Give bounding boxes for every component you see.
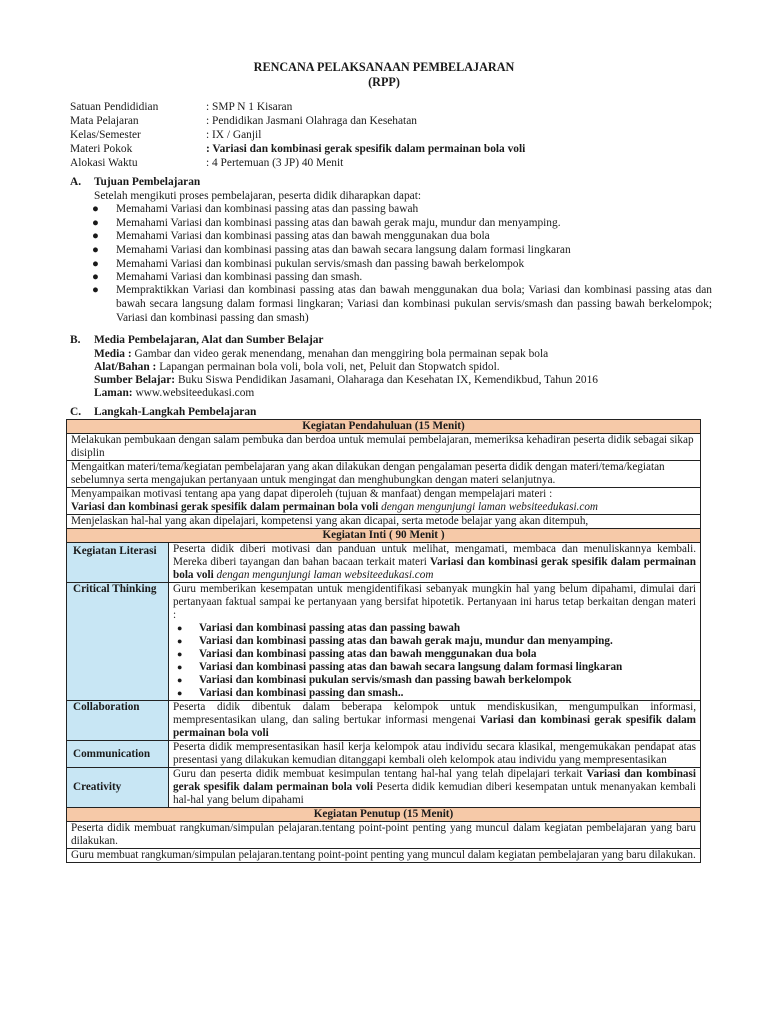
table-row <box>67 434 701 461</box>
row-label-collaboration: Collaboration <box>67 701 169 741</box>
section-number: A. <box>70 176 82 188</box>
table-cell: Menjelaskan hal-hal yang akan dipelajari, kompetensi yang akan dicapai, serta metode belajar yang akan ditempuh, <box>67 515 701 529</box>
media-text: Gambar dan video gerak menendang, menahan dan menggiring bola permainan sepak bola <box>131 348 549 360</box>
section-a-intro: Setelah mengikuti proses pembelajaran, peserta didik diharapkan dapat: <box>94 190 422 202</box>
list-item-text: Mempraktikkan Variasi dan kombinasi passing atas dan bawah menggunakan dua bola; Variasi dan kombinasi passing atas dan bawah secara langsung dalam formasi lingkaran; Variasi dan kombinasi pukulan servis/smash dan passing bawah berkelompok; Variasi dan kombinasi passing dan smash) <box>116 284 712 324</box>
media-label: Alat/Bahan : <box>94 361 157 373</box>
identity-row <box>70 114 417 128</box>
section-b-heading <box>70 334 324 346</box>
table-row <box>67 701 701 741</box>
media-row <box>94 373 598 387</box>
row-label-literasi: Kegiatan Literasi <box>67 543 169 583</box>
identity-value: : SMP N 1 Kisaran <box>206 101 293 113</box>
identity-label: Materi Pokok <box>70 143 133 155</box>
identity-label: Satuan Pendididian <box>70 101 159 113</box>
bullet-icon: ● <box>92 258 99 270</box>
cell-italic-text: dengan mengunjungi laman websiteedukasi.com <box>213 569 434 581</box>
table-row <box>67 583 701 701</box>
list-item-text: Memahami Variasi dan kombinasi passing atas dan bawah gerak maju, mundur dan menyamping. <box>116 217 561 229</box>
identity-row <box>70 156 343 170</box>
table-row <box>67 488 701 515</box>
lesson-steps-table <box>66 419 701 863</box>
table-header-penutup: Kegiatan Penutup (15 Menit) <box>67 808 701 822</box>
table-cell <box>169 701 701 741</box>
cell-bold-text: Variasi dan kombinasi gerak spesifik dalam permainan bola voli <box>173 714 696 739</box>
section-title: Media Pembelajaran, Alat dan Sumber Belajar <box>94 334 324 346</box>
row-label-communication: Communication <box>67 741 169 768</box>
media-row <box>94 347 548 361</box>
list-item: ● Variasi dan kombinasi pukulan servis/smash dan passing bawah berkelompok <box>173 674 696 687</box>
table-row <box>67 768 701 808</box>
bullet-icon: ● <box>92 203 99 215</box>
list-item <box>92 283 712 325</box>
identity-value: : Variasi dan kombinasi gerak spesifik dalam permainan bola voli <box>206 143 526 155</box>
table-cell: Peserta didik mempresentasikan hasil kerja kelompok atau individu secara klasikal, mengemukakan pendapat atas presentasi yang dilakukan kemudian ditanggapi kembali oleh kelompok atau individu yang mempresentasikan <box>169 741 701 768</box>
table-cell <box>169 583 701 701</box>
media-text: Lapangan permainan bola voli, bola voli, net, Peluit dan Stopwatch spidol. <box>156 361 500 373</box>
section-number: B. <box>70 334 81 346</box>
identity-row <box>70 100 292 114</box>
identity-value: : Pendidikan Jasmani Olahraga dan Kesehatan <box>206 115 417 127</box>
list-item-text: Memahami Variasi dan kombinasi pukulan servis/smash dan passing bawah berkelompok <box>116 258 525 270</box>
cell-bold-text: Variasi dan kombinasi gerak spesifik dalam permainan bola voli <box>71 501 379 513</box>
section-title: Tujuan Pembelajaran <box>94 176 201 188</box>
list-item <box>92 257 712 271</box>
bullet-icon: ● <box>92 230 99 242</box>
list-item: ● Variasi dan kombinasi passing atas dan bawah menggunakan dua bola <box>173 648 696 661</box>
critical-list <box>173 622 696 700</box>
row-label-creativity: Creativity <box>67 768 169 808</box>
cell-text: Guru dan peserta didik membuat kesimpulan tentang hal-hal yang telah dipelajari terkait <box>173 768 587 780</box>
media-row <box>94 386 254 400</box>
section-title: Langkah-Langkah Pembelajaran <box>94 406 257 418</box>
list-item <box>92 229 712 243</box>
section-number: C. <box>70 406 82 418</box>
cell-text-2: Peserta didik kemudian diberi kesempatan untuk menanyakan kembali hal-hal yang belum dipahami <box>173 781 696 806</box>
table-row <box>67 849 701 863</box>
table-row <box>67 808 701 822</box>
table-row <box>67 420 701 434</box>
table-row <box>67 543 701 583</box>
media-label: Media : <box>94 348 132 360</box>
identity-value: : 4 Pertemuan (3 JP) 40 Menit <box>206 157 344 169</box>
table-cell: Guru membuat rangkuman/simpulan pelajaran.tentang point-point penting yang muncul dalam kegiatan pembelajaran yang baru dilakukan. <box>67 849 701 863</box>
table-cell <box>169 768 701 808</box>
identity-row <box>70 142 525 156</box>
table-cell: Mengaitkan materi/tema/kegiatan pembelajaran yang akan dilakukan dengan pengalaman peserta didik dengan materi/tema/kegiatan sebelumnya serta mengajukan pertanyaan untuk mengingat dan menghubungkan dengan materi selanjutnya. <box>67 461 701 488</box>
bullet-icon: ● <box>92 244 99 256</box>
list-item-text: Memahami Variasi dan kombinasi passing atas dan bawah secara langsung dalam formasi lingkaran <box>116 244 571 256</box>
table-row <box>67 741 701 768</box>
table-cell <box>169 543 701 583</box>
identity-value: : IX / Ganjil <box>206 129 262 141</box>
doc-title: RENCANA PELAKSANAAN PEMBELAJARAN <box>253 60 515 74</box>
list-item <box>92 202 712 216</box>
table-row <box>67 822 701 849</box>
list-item: ● Variasi dan kombinasi passing atas dan bawah secara langsung dalam formasi lingkaran <box>173 661 696 674</box>
list-item: ● Variasi dan kombinasi passing atas dan passing bawah <box>173 622 696 635</box>
bullet-icon: ● <box>92 271 99 283</box>
list-item <box>92 270 712 284</box>
bullet-icon: ● <box>92 217 99 229</box>
table-header-pendahuluan: Kegiatan Pendahuluan (15 Menit) <box>67 420 701 434</box>
cell-italic-text: dengan mengunjungi laman websiteedukasi.com <box>378 501 598 513</box>
row-label-critical: Critical Thinking <box>67 583 169 701</box>
table-row <box>67 515 701 529</box>
table-cell: Peserta didik membuat rangkuman/simpulan pelajaran.tentang point-point penting yang muncul dalam kegiatan pembelajaran yang baru dilakukan. <box>67 822 701 849</box>
identity-label: Mata Pelajaran <box>70 115 139 127</box>
cell-text: Peserta didik dibentuk dalam beberapa kelompok untuk mendiskusikan, mengumpulkan informasi, mempresentasikan ulang, dan saling bertukar informasi mengenai <box>173 701 696 726</box>
list-item-text: Memahami Variasi dan kombinasi passing atas dan passing bawah <box>116 203 419 215</box>
cell-bold-text: Variasi dan kombinasi gerak spesifik dalam permainan bola voli <box>173 556 696 581</box>
list-item: ● Variasi dan kombinasi passing atas dan bawah gerak maju, mundur dan menyamping. <box>173 635 696 648</box>
list-item-text: Memahami Variasi dan kombinasi passing atas dan bawah menggunakan dua bola <box>116 230 490 242</box>
table-cell-motivasi <box>67 488 701 515</box>
identity-label: Alokasi Waktu <box>70 157 138 169</box>
doc-subtitle: (RPP) <box>368 75 400 89</box>
cell-text: Menyampaikan motivasi tentang apa yang dapat diperoleh (tujuan & manfaat) dengan mempelajari materi : <box>71 488 553 500</box>
cell-text: Peserta didik diberi motivasi dan panduan untuk melihat, mengamati, membaca dan menuliskannya kembali. Mereka diberi tayangan dan bahan bacaan terkait materi <box>173 543 696 568</box>
list-item <box>92 243 712 257</box>
table-row <box>67 461 701 488</box>
media-text: Buku Siswa Pendidikan Jasamani, Olaharaga dan Kesehatan IX, Kemendikbud, Tahun 2016 <box>175 374 598 386</box>
table-cell: Melakukan pembukaan dengan salam pembuka dan berdoa untuk memulai pembelajaran, memeriksa kehadiran peserta didik sebagai sikap disiplin <box>67 434 701 461</box>
media-link[interactable]: www.websiteedukasi.com <box>132 387 255 399</box>
list-item <box>92 216 712 230</box>
media-label: Sumber Belajar: <box>94 374 176 386</box>
list-item-text: Memahami Variasi dan kombinasi passing dan smash. <box>116 271 363 283</box>
cell-bold-text: Variasi dan kombinasi gerak spesifik dalam permainan bola voli <box>173 768 696 793</box>
table-row <box>67 529 701 543</box>
bullet-icon: ● <box>92 284 99 296</box>
identity-label: Kelas/Semester <box>70 129 141 141</box>
identity-row <box>70 128 261 142</box>
cell-text: Guru memberikan kesempatan untuk mengidentifikasi sebanyak mungkin hal yang belum dipahami, dimulai dari pertanyaan faktual sampai ke pertanyaan yang bersifat hipotetik. Pertanyaan ini harus tetap berkaitan dengan materi : <box>173 583 696 621</box>
list-item: ● Variasi dan kombinasi passing dan smash.. <box>173 687 696 700</box>
media-row <box>94 360 500 374</box>
media-label: Laman: <box>94 387 133 399</box>
table-header-inti: Kegiatan Inti ( 90 Menit ) <box>67 529 701 543</box>
section-a-heading <box>70 176 200 188</box>
section-c-heading <box>70 406 256 418</box>
